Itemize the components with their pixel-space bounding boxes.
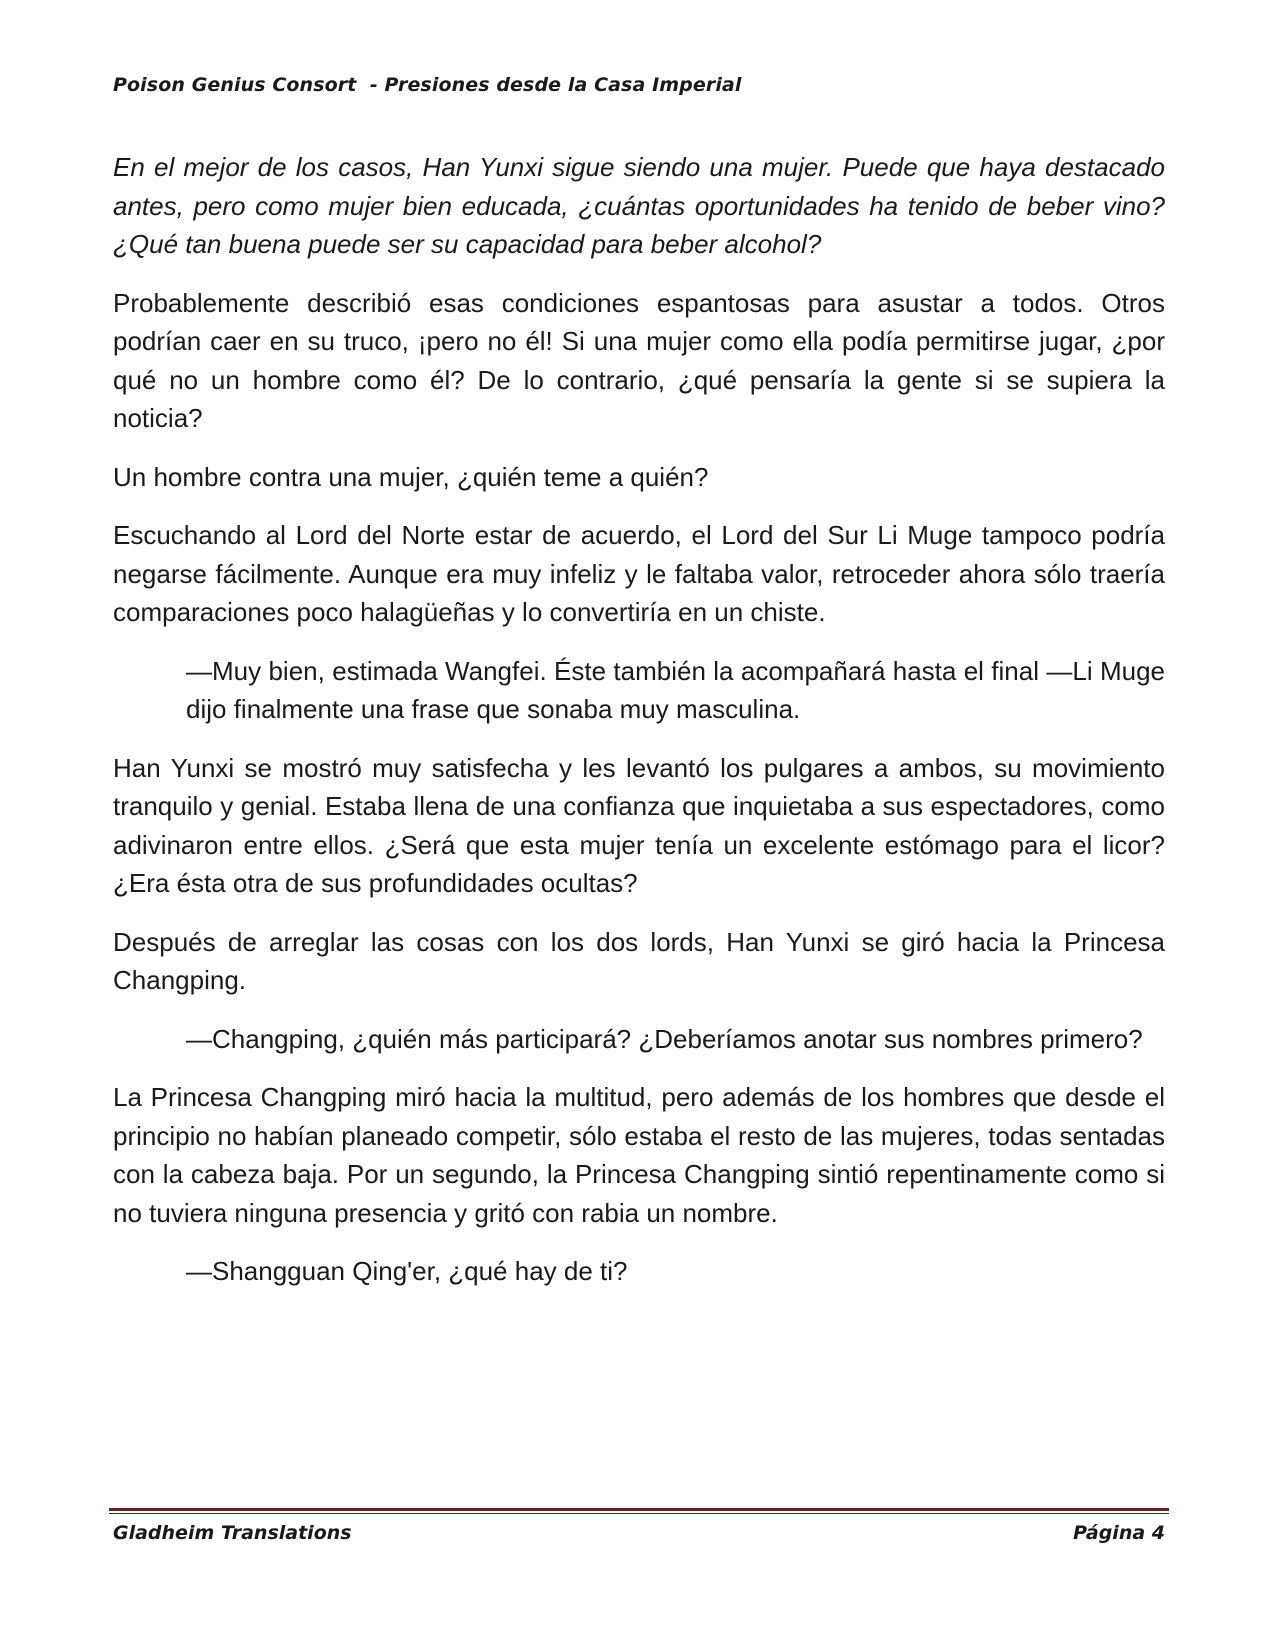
paragraph-1: En el mejor de los casos, Han Yunxi sigue siendo una mujer. Puede que haya destacado antes, pero como mujer bien educada, ¿cuántas oportunidades ha tenido de beber vino? ¿Qué tan buena puede ser su capacidad para beber alcohol? bbox=[113, 152, 1165, 259]
paragraph-4: Escuchando al Lord del Norte estar de acuerdo, el Lord del Sur Li Muge tampoco podría negarse fácilmente. Aunque era muy infeliz y le faltaba valor, retroceder ahora sólo traería comparaciones poco halagüeñas y lo convertiría en un chiste. bbox=[113, 520, 1165, 627]
footer-divider bbox=[109, 1508, 1169, 1514]
dialogue-1: —Muy bien, estimada Wangfei. Éste también la acompañará hasta el final —Li Muge dijo finalmente una frase que sonaba muy masculina. bbox=[186, 655, 1165, 724]
paragraph-5: Han Yunxi se mostró muy satisfecha y les levantó los pulgares a ambos, su movimiento tranquilo y genial. Estaba llena de una confianza que inquietaba a sus espectadores, como adivinaron entre ellos. ¿Será que esta mujer tenía un excelente estómago para el licor? ¿Era ésta otra de sus profundidades ocultas? bbox=[113, 752, 1165, 898]
paragraph-6: Después de arreglar las cosas con los dos lords, Han Yunxi se giró hacia la Princesa Changping. bbox=[113, 926, 1165, 995]
footer-publisher: Gladheim Translations bbox=[113, 1522, 352, 1544]
dialogue-3: —Shangguan Qing'er, ¿qué hay de ti? bbox=[186, 1256, 628, 1286]
paragraph-2: Probablemente describió esas condiciones espantosas para asustar a todos. Otros podrían caer en su truco, ¡pero no él! Si una mujer como ella podía permitirse jugar, ¿por qué no un hombre como él? De lo contrario, ¿qué pensaría la gente si se supiera la noticia? bbox=[113, 287, 1165, 433]
page-header-title: Poison Genius Consort - Presiones desde la Casa Imperial bbox=[113, 74, 742, 96]
paragraph-3: Un hombre contra una mujer, ¿quién teme a quién? bbox=[113, 461, 709, 492]
paragraph-7: La Princesa Changping miró hacia la multitud, pero además de los hombres que desde el principio no habían planeado competir, sólo estaba el resto de las mujeres, todas sentadas con la cabeza baja. Por un segundo, la Princesa Changping sintió repentinamente como si no tuviera ninguna presencia y gritó con rabia un nombre. bbox=[113, 1082, 1165, 1228]
document-body bbox=[113, 148, 1165, 1311]
dialogue-2: —Changping, ¿quién más participará? ¿Deberíamos anotar sus nombres primero? bbox=[186, 1023, 1143, 1054]
footer-page-number: Página 4 bbox=[1073, 1522, 1165, 1544]
page-footer bbox=[113, 1522, 1165, 1544]
